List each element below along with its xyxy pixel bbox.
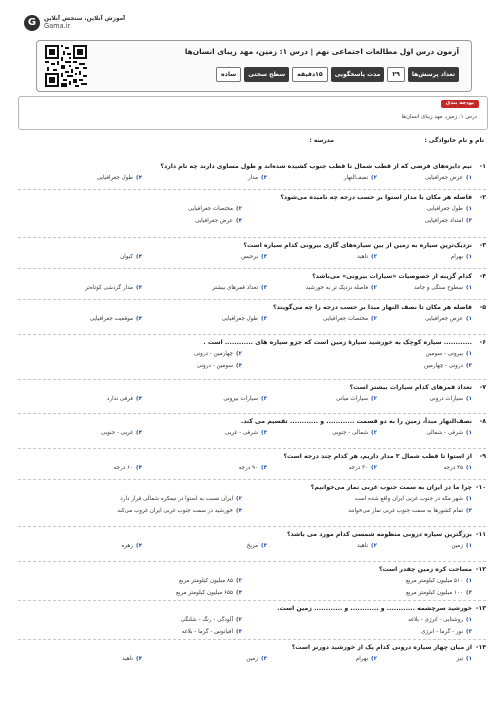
option-text: ناهید	[357, 543, 369, 549]
question-text: چرا ما در ایران به سمت جنوب غربی نماز می‌خوانیم؟	[310, 484, 472, 491]
question-number: ۴-	[479, 273, 486, 280]
option-text: ۵۱۰ میلیون کیلومتر مربع	[405, 578, 464, 584]
question-divider	[18, 479, 486, 480]
option-number: ۴)	[236, 508, 242, 514]
school-field[interactable]: مدرسه :	[309, 137, 334, 144]
option-text: مریخ	[246, 543, 259, 549]
option-number: ۴)	[136, 175, 142, 181]
difficulty-value: ساده	[216, 67, 241, 82]
option-number: ۲)	[371, 430, 377, 436]
question-number: ۱۲-	[475, 566, 486, 573]
answer-option-2[interactable]	[344, 175, 377, 181]
option-number: ۴)	[136, 656, 142, 662]
budget-text: درس ۱: زمین، مهد زیبای انسان‌ها	[401, 114, 477, 120]
question-divider	[18, 448, 486, 449]
answer-option-3[interactable]	[239, 465, 267, 471]
budget-tag: بودجه بندی	[441, 100, 479, 108]
question-divider	[18, 189, 486, 190]
answer-option-4[interactable]	[197, 363, 242, 369]
option-text: سطوح سنگی و جامد	[413, 285, 464, 291]
question-divider	[18, 379, 486, 380]
option-text: ۴۵ درجه	[443, 465, 464, 471]
option-text: عرض جغرافیایی	[424, 316, 464, 322]
option-number: ۳)	[261, 254, 267, 260]
option-text: ۱۰۰ میلیون کیلومتر مربع	[405, 590, 464, 596]
option-text: آلودگی - رنگ - شلنگی	[180, 617, 234, 623]
qr-code-icon[interactable]	[45, 45, 87, 87]
option-text: فاصله نزدیک تر به خورشید	[305, 285, 369, 291]
answer-option-2[interactable]	[323, 316, 377, 322]
option-number: ۳)	[466, 218, 472, 224]
option-number: ۲)	[371, 465, 377, 471]
answer-option-2[interactable]	[179, 578, 242, 584]
answer-option-3[interactable]	[212, 285, 267, 291]
option-number: ۴)	[236, 629, 242, 635]
question-text: کدام گزینه از خصوصیات «سیارات بیرونی» می‌باشد؟	[312, 273, 472, 280]
option-text: ۶۰ درجه	[113, 465, 134, 471]
option-number: ۳)	[261, 316, 267, 322]
question-divider	[18, 334, 486, 335]
option-text: ناهید	[357, 254, 369, 260]
answer-option-1[interactable]	[414, 285, 472, 291]
option-text: شمالی - جنوبی	[332, 430, 369, 436]
answer-option-1[interactable]	[425, 175, 472, 181]
question-number: ۱۴-	[475, 644, 486, 651]
answer-option-4[interactable]	[97, 175, 142, 181]
question-text: از میان چهار سیاره درونی کدام یک از خورشید دورتر است؟	[291, 644, 472, 651]
option-text: تیر	[456, 656, 464, 662]
option-text: چهارمین - درونی	[193, 351, 234, 357]
option-text: زمین	[246, 656, 259, 662]
question-number: ۶-	[479, 339, 486, 346]
answer-option-3[interactable]	[223, 396, 267, 402]
answer-option-3[interactable]	[246, 656, 267, 662]
option-text: سیارات درونی	[429, 396, 464, 402]
option-text: شرقی - غربی	[225, 430, 259, 436]
option-text: برجیس	[241, 254, 259, 260]
option-text: مدار گردشی کوتاه‌تر	[85, 285, 134, 291]
option-number: ۱)	[466, 396, 472, 402]
question-text: از استوا تا قطب شمال ۲ مدار داریم، هر کدام چند درجه است؟	[283, 453, 472, 460]
option-number: ۱)	[466, 254, 472, 260]
answer-option-2[interactable]	[194, 351, 242, 357]
option-number: ۴)	[136, 430, 142, 436]
answer-option-3[interactable]	[424, 363, 472, 369]
answer-option-1[interactable]	[425, 316, 472, 322]
option-number: ۲)	[371, 656, 377, 662]
option-number: ۲)	[371, 543, 377, 549]
option-number: ۲)	[236, 351, 242, 357]
answer-option-1[interactable]	[430, 396, 472, 402]
option-text: طول جغرافیایی	[96, 175, 134, 181]
answer-option-2[interactable]	[357, 543, 377, 549]
option-text: بهرام	[450, 254, 464, 260]
option-text: تعداد قمرهای بیشتر	[212, 285, 259, 291]
question-number: ۸-	[479, 418, 486, 425]
option-text: ناهید	[122, 656, 134, 662]
option-number: ۳)	[261, 656, 267, 662]
option-text: ۹۰ درجه	[238, 465, 259, 471]
answer-option-3[interactable]	[348, 508, 472, 514]
option-number: ۲)	[371, 175, 377, 181]
option-text: روشنایی - انرژی - بلاغه	[408, 617, 464, 623]
option-number: ۴)	[136, 316, 142, 322]
question-divider	[18, 299, 486, 300]
option-number: ۱)	[466, 578, 472, 584]
answer-option-3[interactable]	[222, 316, 267, 322]
option-number: ۱)	[466, 617, 472, 623]
option-number: ۱)	[466, 496, 472, 502]
option-number: ۱)	[466, 351, 472, 357]
answer-option-3[interactable]	[406, 590, 472, 596]
option-text: مدار	[247, 175, 259, 181]
option-text: بهرام	[355, 656, 369, 662]
option-text: زمین	[451, 543, 464, 549]
option-number: ۱)	[466, 430, 472, 436]
exam-info	[216, 67, 459, 82]
question-divider	[18, 413, 486, 414]
answer-option-3[interactable]	[425, 218, 472, 224]
answer-option-1[interactable]	[444, 465, 472, 471]
question-text: نیم دایره‌های فرضی که از قطب شمال تا قطب جنوب کشیده شده‌اند و طول مساوی دارند چه نام دارد؟	[160, 163, 472, 170]
answer-option-1[interactable]	[426, 430, 472, 436]
duration-label: مدت پاسخگویی	[331, 67, 385, 82]
option-number: ۳)	[261, 430, 267, 436]
question-text: تعداد قمرهای کدام سیارات بیشتر است؟	[349, 384, 472, 391]
budget-note	[18, 96, 488, 130]
question-number: ۲-	[479, 194, 486, 201]
option-number: ۲)	[371, 254, 377, 260]
question-number: ۹-	[479, 453, 486, 460]
answer-option-4[interactable]	[90, 316, 142, 322]
student-fields	[14, 138, 484, 145]
option-text: ایران نسبت به استوا در نیمکره شمالی قرار دارد	[120, 496, 234, 502]
option-text: نصف‌النهار	[343, 175, 369, 181]
answer-option-1[interactable]	[451, 543, 472, 549]
option-text: شرقی - شمالی	[426, 430, 464, 436]
answer-option-4[interactable]	[176, 590, 242, 596]
option-number: ۲)	[236, 206, 242, 212]
option-text: سیارات میانی	[336, 396, 369, 402]
option-text: مختصات جغرافیایی	[323, 316, 369, 322]
option-text: عرض جغرافیایی	[424, 175, 464, 181]
answer-option-1[interactable]	[451, 254, 472, 260]
question-number: ۱۰-	[475, 484, 486, 491]
question-number: ۱۱-	[475, 531, 486, 538]
answer-option-4[interactable]	[101, 430, 142, 436]
question-number: ۱۳-	[475, 605, 486, 612]
option-number: ۱)	[466, 656, 472, 662]
gama-logo-icon: G	[24, 15, 40, 31]
answer-option-2[interactable]	[336, 396, 377, 402]
answer-option-2[interactable]	[120, 496, 242, 502]
student-name-field[interactable]: نام و نام خانوادگی :	[424, 137, 484, 144]
option-text: زهره	[121, 543, 134, 549]
question-divider	[18, 561, 486, 562]
answer-option-1[interactable]	[406, 578, 472, 584]
option-text: فرقی ندارد	[106, 396, 134, 402]
option-number: ۲)	[371, 396, 377, 402]
option-number: ۴)	[236, 218, 242, 224]
brand[interactable]	[24, 10, 125, 36]
answer-option-2[interactable]	[306, 285, 377, 291]
option-number: ۳)	[261, 285, 267, 291]
option-number: ۴)	[236, 590, 242, 596]
option-text: کیوان	[120, 254, 134, 260]
answer-option-4[interactable]	[182, 629, 242, 635]
option-text: ۶۵۵ میلیون کیلومتر مربع	[175, 590, 234, 596]
question-text: فاصله هر مکان تا نصف النهار مبدا بر حسب درجه را چه می‌گویند؟	[273, 304, 472, 311]
question-number: ۵-	[479, 304, 486, 311]
option-number: ۱)	[466, 465, 472, 471]
option-number: ۱)	[466, 316, 472, 322]
option-number: ۲)	[371, 285, 377, 291]
option-text: نور - گرما - انرژی	[420, 629, 464, 635]
answer-option-4[interactable]	[122, 656, 142, 662]
duration-value: ۱۵دقیقه	[292, 67, 328, 82]
answer-option-4[interactable]	[107, 396, 142, 402]
option-text: مختصات جغرافیایی	[188, 206, 234, 212]
brand-name: آموزش آنلاین، سنجش آنلاین	[44, 15, 126, 22]
option-text: سومین - درونی	[196, 363, 234, 369]
option-text: طول جغرافیایی	[221, 316, 259, 322]
answer-option-4[interactable]	[117, 508, 242, 514]
option-number: ۱)	[466, 206, 472, 212]
option-number: ۴)	[136, 465, 142, 471]
question-divider	[18, 600, 486, 601]
question-text: ............ سیاره کوچک به خورشید سیارهٔ زمین است که جزو سیاره های ............ است .	[203, 339, 472, 346]
question-divider	[18, 639, 486, 640]
option-number: ۳)	[261, 465, 267, 471]
option-number: ۲)	[371, 316, 377, 322]
question-number: ۳-	[479, 242, 486, 249]
answer-option-1[interactable]	[427, 206, 472, 212]
option-number: ۳)	[466, 363, 472, 369]
option-number: ۴)	[136, 396, 142, 402]
option-number: ۲)	[236, 617, 242, 623]
option-number: ۳)	[466, 629, 472, 635]
option-number: ۴)	[236, 363, 242, 369]
option-text: شهر مکه در جنوب غربی ایران واقع شده است	[354, 496, 464, 502]
option-number: ۳)	[466, 590, 472, 596]
answer-option-4[interactable]	[114, 465, 142, 471]
option-number: ۳)	[466, 508, 472, 514]
option-text: غربی - جنوبی	[100, 430, 134, 436]
option-number: ۲)	[236, 496, 242, 502]
question-number: ۷-	[479, 384, 486, 391]
answer-option-2[interactable]	[357, 254, 377, 260]
answer-option-2[interactable]	[349, 465, 377, 471]
option-text: بیرونی - سومین	[425, 351, 464, 357]
option-text: موقعیت جغرافیایی	[89, 316, 134, 322]
answer-option-2[interactable]	[356, 656, 377, 662]
option-text: ۸۵ میلیون کیلومتر مربع	[178, 578, 234, 584]
option-number: ۲)	[236, 578, 242, 584]
option-number: ۳)	[261, 543, 267, 549]
answer-option-4[interactable]	[195, 218, 242, 224]
answer-option-4[interactable]	[85, 285, 142, 291]
option-text: خورشید در سمت جنوب غربی ایران غروب می‌کند	[117, 508, 234, 514]
answer-option-3[interactable]	[241, 254, 267, 260]
option-number: ۴)	[136, 254, 142, 260]
answer-option-2[interactable]	[188, 206, 242, 212]
option-text: طول جغرافیایی	[426, 206, 464, 212]
option-number: ۳)	[261, 396, 267, 402]
answer-option-2[interactable]	[332, 430, 377, 436]
option-number: ۴)	[136, 285, 142, 291]
answer-option-4[interactable]	[120, 254, 142, 260]
answer-option-3[interactable]	[247, 543, 267, 549]
question-text: مساحت کره زمین چقدر است؟	[378, 566, 472, 573]
answer-option-4[interactable]	[121, 543, 142, 549]
question-number: ۱-	[479, 163, 486, 170]
option-number: ۳)	[261, 175, 267, 181]
question-text: بزرگترین سیاره درونی منظومه شمسی کدام مورد می باشد؟	[286, 531, 472, 538]
answer-option-3[interactable]	[225, 430, 267, 436]
answer-option-1[interactable]	[457, 656, 472, 662]
answer-option-1[interactable]	[408, 617, 472, 623]
answer-option-2[interactable]	[181, 617, 242, 623]
brand-domain[interactable]: Gama.ir	[44, 21, 71, 30]
option-text: سیارات بیرونی	[223, 396, 259, 402]
question-text: خورشید سرچشمه ............ و ............ و ............ زمین است.	[277, 605, 472, 612]
difficulty-label: سطح سختی	[244, 67, 289, 82]
option-number: ۴)	[136, 543, 142, 549]
question-divider	[18, 237, 486, 238]
option-text: درونی - چهارمین	[423, 363, 464, 369]
answer-option-1[interactable]	[355, 496, 472, 502]
option-number: ۱)	[466, 543, 472, 549]
answer-option-1[interactable]	[426, 351, 472, 357]
question-text: فاصله هر مکان با مدار استوا بر حسب درجه چه نامیده می‌شود؟	[280, 194, 472, 201]
option-text: اقیانوس - گرما - بلاغه	[181, 629, 234, 635]
question-count-label: تعداد پرسش‌ها	[408, 67, 459, 82]
question-divider	[18, 268, 486, 269]
option-text: عرض جغرافیایی	[194, 218, 234, 224]
option-text: ۳۰ درجه	[348, 465, 369, 471]
option-text: تمام کشورها به سمت جنوب غربی نماز می‌خوانند	[348, 508, 464, 514]
option-number: ۱)	[466, 285, 472, 291]
exam-title: آزمون درس اول مطالعات اجتماعی نهم | درس ۱: زمین، مهد زیبای انسان‌ها	[184, 47, 459, 56]
option-text: امتداد جغرافیایی	[424, 218, 464, 224]
question-text: نزدیک‌ترین سیاره به زمین از بین سیاره‌های گازی بیرونی کدام سیاره است؟	[243, 242, 472, 249]
question-text: نصف‌النهار مبدأ، زمین را به دو قسمت ............ و ............ تقسیم می کند.	[240, 418, 472, 425]
question-count-value: ۲۹	[387, 67, 405, 82]
exam-header	[36, 40, 472, 92]
question-divider	[18, 526, 486, 527]
option-number: ۱)	[466, 175, 472, 181]
answer-option-3[interactable]	[248, 175, 267, 181]
answer-option-3[interactable]	[421, 629, 472, 635]
